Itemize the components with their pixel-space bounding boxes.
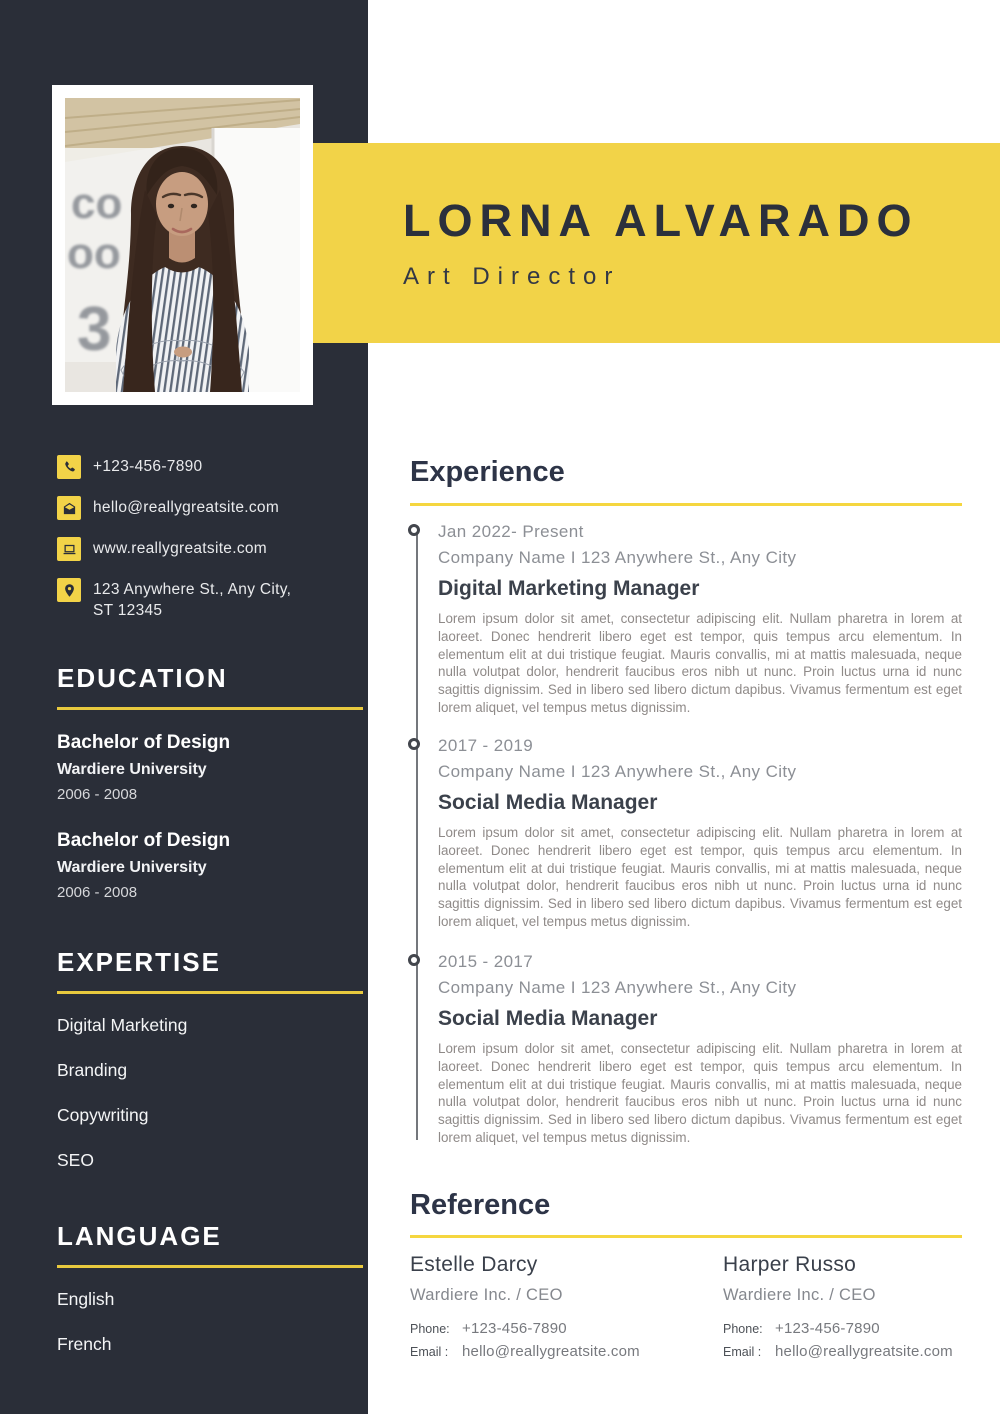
contact-info xyxy=(57,455,352,638)
phone-label: Phone: xyxy=(723,1322,763,1336)
reference-affiliation: Wardiere Inc. / CEO xyxy=(410,1286,563,1304)
profile-photo-illustration xyxy=(65,98,300,392)
phone-icon xyxy=(57,455,81,479)
email-label: Email : xyxy=(410,1345,449,1359)
reference-heading: Reference xyxy=(410,1189,551,1221)
school: Wardiere University xyxy=(57,859,207,876)
profile-photo xyxy=(52,85,313,405)
phone-value: +123-456-7890 xyxy=(462,1320,567,1337)
contact-email xyxy=(57,496,352,520)
experience-role: Digital Marketing Manager xyxy=(438,577,700,600)
contact-website xyxy=(57,537,352,561)
glass-letters: 3 xyxy=(77,295,112,364)
expertise-item: SEO xyxy=(57,1150,94,1170)
education-divider xyxy=(57,707,363,710)
contact-website-text: www.reallygreatsite.com xyxy=(93,540,268,557)
language-section xyxy=(57,1220,363,1356)
expertise-item: Copywriting xyxy=(57,1105,149,1125)
timeline-dot xyxy=(408,954,420,966)
contact-address xyxy=(57,578,352,621)
glass-letters: co xyxy=(71,179,123,228)
expertise-divider xyxy=(57,991,363,994)
experience-entry xyxy=(438,521,962,717)
experience-company: Company Name I 123 Anywhere St., Any City xyxy=(438,978,797,997)
experience-heading: Experience xyxy=(410,456,565,488)
glass-letters: oo xyxy=(67,229,121,278)
experience-entry xyxy=(438,735,962,931)
reference-phone-row xyxy=(410,1320,695,1337)
education-item xyxy=(57,731,363,804)
education-section xyxy=(57,662,363,902)
reference-name: Estelle Darcy xyxy=(410,1253,538,1276)
timeline-dot xyxy=(408,524,420,536)
contact-phone-text: +123-456-7890 xyxy=(93,458,203,475)
contact-phone xyxy=(57,455,352,479)
experience-period: 2015 - 2017 xyxy=(438,952,534,971)
experience-description: Lorem ipsum dolor sit amet, consectetur adipiscing elit. Nullam pharetra in lorem at laoreet. Donec hendrerit libero eget est tempor, quis tempus arcu elementum. In elementum elit at dui tristique feugiat. Mauris convallis, mi at mattis malesuada, neque nulla volutpat dolor, hendrerit faucibus eros nibh ut nunc. Proin luctus urna id nunc sagittis dignissim. Sed in libero sed libero dictum dapibus. Vivamus fermentum est eget lorem aliquet, vel tempus metus dignissim. xyxy=(438,1041,962,1145)
experience-company: Company Name I 123 Anywhere St., Any City xyxy=(438,762,797,781)
degree: Bachelor of Design xyxy=(57,830,231,851)
experience-company: Company Name I 123 Anywhere St., Any City xyxy=(438,548,797,567)
experience-entry xyxy=(438,951,962,1147)
address-line-1: 123 Anywhere St., Any City, xyxy=(93,581,292,598)
language-heading: LANGUAGE xyxy=(57,1221,222,1251)
experience-divider xyxy=(410,503,962,506)
email-label: Email : xyxy=(723,1345,762,1359)
language-divider xyxy=(57,1265,363,1268)
timeline-dot xyxy=(408,738,420,750)
degree: Bachelor of Design xyxy=(57,732,231,753)
phone-label: Phone: xyxy=(410,1322,450,1336)
expertise-item: Digital Marketing xyxy=(57,1015,188,1035)
person-job-title: Art Director xyxy=(403,263,621,290)
timeline-line xyxy=(416,533,418,1140)
person-name: LORNA ALVARADO xyxy=(403,195,919,246)
experience-period: 2017 - 2019 xyxy=(438,736,534,755)
reference-phone-row xyxy=(723,1320,1000,1337)
reference-affiliation: Wardiere Inc. / CEO xyxy=(723,1286,876,1304)
reference-divider xyxy=(410,1235,962,1238)
reference-email-row xyxy=(723,1343,1000,1360)
years: 2006 - 2008 xyxy=(57,786,138,803)
years: 2006 - 2008 xyxy=(57,884,138,901)
address-line-2: ST 12345 xyxy=(93,602,163,619)
experience-period: Jan 2022- Present xyxy=(438,522,584,541)
expertise-section xyxy=(57,946,363,1172)
language-item: French xyxy=(57,1334,112,1354)
reference-email-row xyxy=(410,1343,695,1360)
experience-role: Social Media Manager xyxy=(438,1007,658,1030)
expertise-heading: EXPERTISE xyxy=(57,947,221,977)
education-item xyxy=(57,829,363,902)
reference-name: Harper Russo xyxy=(723,1253,857,1276)
contact-email-text: hello@reallygreatsite.com xyxy=(93,499,280,516)
reference-person xyxy=(723,1252,1000,1360)
language-item: English xyxy=(57,1289,115,1309)
name-banner xyxy=(313,143,1000,343)
email-icon xyxy=(57,496,81,520)
expertise-item: Branding xyxy=(57,1060,128,1080)
location-icon xyxy=(57,578,81,602)
experience-description: Lorem ipsum dolor sit amet, consectetur adipiscing elit. Nullam pharetra in lorem at laoreet. Donec hendrerit libero eget est tempor, quis tempus arcu elementum. In elementum elit at dui tristique feugiat. Mauris convallis, mi at mattis malesuada, neque nulla volutpat dolor, hendrerit faucibus eros nibh ut nunc. Proin luctus urna id nunc sagittis dignissim. Sed in libero sed libero dictum dapibus. Vivamus fermentum est eget lorem aliquet, vel tempus metus dignissim. xyxy=(438,825,962,929)
education-heading: EDUCATION xyxy=(57,663,228,693)
email-value: hello@reallygreatsite.com xyxy=(775,1343,953,1360)
experience-role: Social Media Manager xyxy=(438,791,658,814)
contact-address-text xyxy=(93,578,291,621)
experience-description: Lorem ipsum dolor sit amet, consectetur adipiscing elit. Nullam pharetra in lorem at laoreet. Donec hendrerit libero eget est tempor, quis tempus arcu elementum. In elementum elit at dui tristique feugiat. Mauris convallis, mi at mattis malesuada, neque nulla volutpat dolor, hendrerit faucibus eros nibh ut nunc. Proin luctus urna id nunc sagittis dignissim. Sed in libero sed libero dictum dapibus. Vivamus fermentum est eget lorem aliquet, vel tempus metus dignissim. xyxy=(438,611,962,715)
phone-value: +123-456-7890 xyxy=(775,1320,880,1337)
reference-person xyxy=(410,1252,695,1360)
school: Wardiere University xyxy=(57,761,207,778)
website-icon xyxy=(57,537,81,561)
email-value: hello@reallygreatsite.com xyxy=(462,1343,640,1360)
